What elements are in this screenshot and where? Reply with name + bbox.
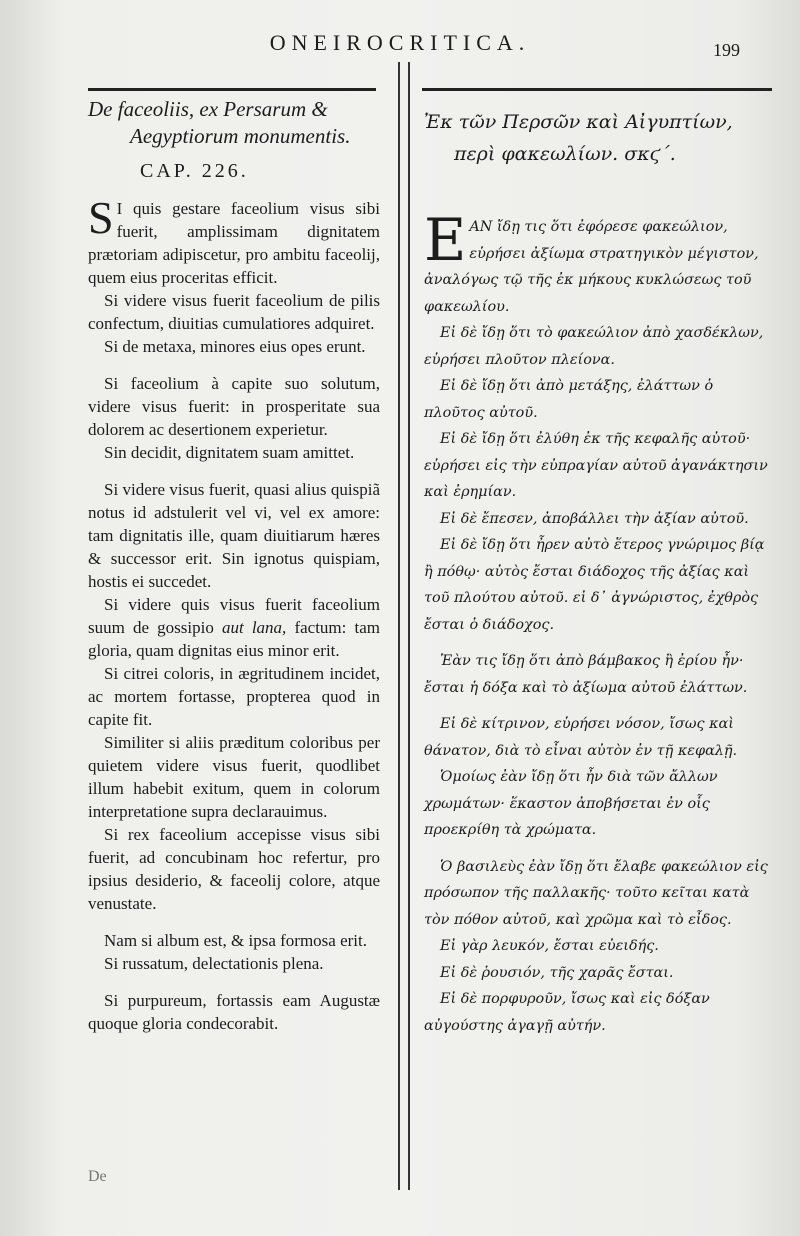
page-number: 199 — [713, 40, 740, 60]
latin-paragraph: SI quis gestare faceolium visus sibi fuerit, amplissimam dignitatem prætoriam adipiscetur, pro ambitu faceolij, quem eius proceritas efficit. — [88, 192, 380, 287]
latin-heading-line2: Aegyptiorum monumentis. — [130, 124, 351, 148]
latin-paragraph: Nam si album est, & ipsa formosa erit. — [104, 931, 367, 950]
italic-phrase: aut lana, — [221, 618, 287, 637]
latin-column — [88, 96, 380, 1035]
latin-paragraph: Si purpureum, fortassis eam Augustæ quoque gloria condecorabit. — [88, 991, 380, 1033]
top-rule-left — [88, 88, 376, 91]
greek-paragraph: ΕΑΝ ἴδῃ τις ὅτι ἐφόρεσε φακεώλιον, εὑρήσει ἀξίωμα στρατηγικὸν μέγιστον, ἀναλόγως τῷ τῆς ἐκ μήκους κυκλώσεως τοῦ φακεωλίου. — [424, 206, 759, 315]
latin-paragraph: Si videre visus fuerit faceolium de pilis confectum, diuitias cumulatiores adquiret. — [88, 291, 380, 333]
greek-paragraph: Εἰ δὲ ἴδῃ ὅτι ἐλύθη ἐκ τῆς κεφαλῆς αὐτοῦ· εὑρήσει εἰς τὴν εὐπραγίαν αὐτοῦ ἀγανάκτησιν καὶ ἐρημίαν. — [424, 431, 768, 500]
greek-paragraph: Εἰ δὲ ἔπεσεν, ἀποβάλλει τὴν ἀξίαν αὐτοῦ. — [440, 510, 749, 527]
latin-heading-line1: De faceoliis, ex Persarum & — [88, 97, 328, 121]
greek-paragraph: Εἰ δὲ κίτρινον, εὑρήσει νόσον, ἴσως καὶ θάνατον, διὰ τὸ εἶναι αὐτὸν ἐν τῇ κεφαλῇ. — [424, 716, 738, 759]
greek-column — [424, 106, 770, 1039]
latin-paragraph: Si rex faceolium accepisse visus sibi fuerit, ad concubinam hoc refertur, pro ipsius desiderio, & faceolij colore, atque venustate. — [88, 825, 380, 913]
greek-paragraph: Ὁμοίως ἐὰν ἴδῃ ὅτι ἦν διὰ τῶν ἄλλων χρωμάτων· ἕκαστον ἀποβήσεται ἐν οἷς προεκρίθη τὰ χρώματα. — [424, 769, 718, 838]
column-divider-left — [398, 62, 400, 1190]
column-divider-right — [408, 62, 410, 1190]
greek-paragraph: Εἰ δὲ ἴδῃ ὅτι ἦρεν αὐτὸ ἕτερος γνώριμος βίᾳ ἢ πόθῳ· αὐτὸς ἔσται διάδοχος τῆς ἀξίας καὶ τοῦ πλούτου αὐτοῦ. εἰ δ᾽ ἀγνώριστος, ἐχθρὸς ἔσται ὁ διάδοχος. — [424, 537, 765, 633]
latin-paragraph: Si russatum, delectationis plena. — [104, 954, 324, 973]
latin-paragraph: Si videre quis visus fuerit faceolium suum de gossipio aut lana, factum: tam gloria, quam dignitas eius minor erit. — [88, 595, 380, 660]
chapter-number: CAP. 226. — [140, 160, 249, 182]
greek-heading — [424, 106, 770, 170]
latin-paragraph: Si faceolium à capite suo solutum, videre visus fuerit: in prosperitate sua dolorem ac desertionem experietur. — [88, 374, 380, 439]
latin-heading — [88, 96, 380, 150]
latin-paragraph: Similiter si aliis præditum coloribus per quietem videre visus fuerit, quodlibet illum habebit exitum, quem in colorum interpretatione supra declarauimus. — [88, 733, 380, 821]
greek-paragraph: Εἰ δὲ ἴδῃ ὅτι ἀπὸ μετάξης, ἐλάττων ὁ πλοῦτος αὐτοῦ. — [424, 378, 714, 421]
greek-paragraph: Ἐὰν τις ἴδῃ ὅτι ἀπὸ βάμβακος ἢ ἐρίου ἦν· ἔσται ἡ δόξα καὶ τὸ ἀξίωμα αὐτοῦ ἐλάττων. — [424, 653, 748, 696]
greek-paragraph: Ὁ βασιλεὺς ἐὰν ἴδῃ ὅτι ἔλαβε φακεώλιον εἰς πρόσωπον τῆς παλλακῆς· τοῦτο κεῖται κατὰ τὸν πόθον αὐτοῦ, καὶ χρῶμα καὶ τὸ εἶδος. — [424, 858, 768, 928]
latin-paragraph: Si videre visus fuerit, quasi alius quispiã notus id adstulerit vel vi, vel ex amore: tam dignitatis ille, quam diuitiarum hæres & successor erit. Sin ignotus quispiam, hostis ei succedet. — [88, 480, 380, 591]
greek-paragraph: Εἰ δὲ ἴδῃ ὅτι τὸ φακεώλιον ἀπὸ χασδέκλων, εὑρήσει πλοῦτον πλείονα. — [424, 325, 764, 368]
greek-heading-line2: περὶ φακεωλίων. σκϛ´. — [454, 143, 676, 165]
latin-paragraph: Sin decidit, dignitatem suam amittet. — [104, 443, 355, 462]
top-rule-right — [422, 88, 772, 91]
running-head: ONEIROCRITICA. — [269, 30, 531, 55]
catchword: De — [88, 1168, 107, 1185]
greek-heading-line1: Ἐκ τῶν Περσῶν καὶ Αἰγυπτίων, — [424, 111, 733, 133]
latin-paragraph: Si citrei coloris, in ægritudinem incidet, ac mortem fortasse, propterea quod in capite fit. — [88, 664, 380, 729]
greek-paragraph: Εἰ δὲ πορφυροῦν, ἴσως καὶ εἰς δόξαν αὐγούστης ἀγαγῇ αὐτήν. — [424, 991, 710, 1034]
greek-paragraph: Εἰ δὲ ῥουσιόν, τῆς χαρᾶς ἔσται. — [440, 964, 674, 981]
greek-paragraph: Εἰ γὰρ λευκόν, ἔσται εὐειδής. — [440, 938, 659, 954]
latin-paragraph: Si de metaxa, minores eius opes erunt. — [104, 337, 366, 356]
